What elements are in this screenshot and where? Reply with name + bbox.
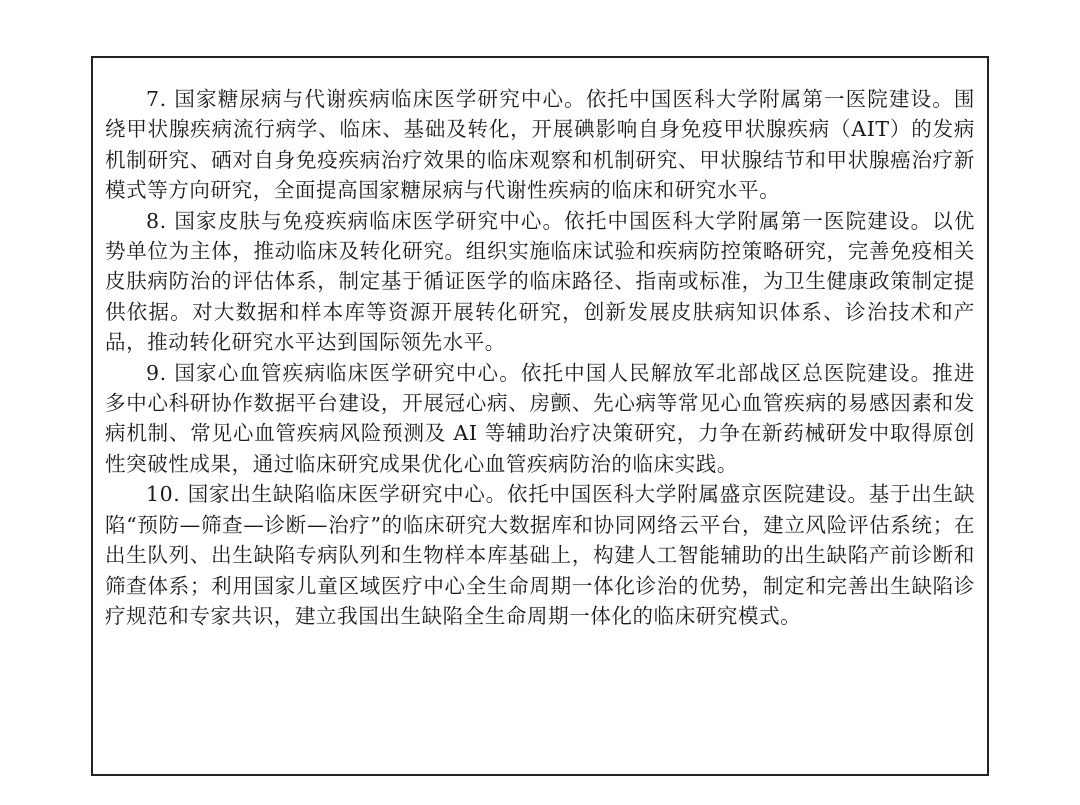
document-frame [91, 56, 989, 776]
paragraph-9: 9. 国家心血管疾病临床医学研究中心。依托中国人民解放军北部战区总医院建设。推进多中心科研协作数据平台建设，开展冠心病、房颤、先心病等常见心血管疾病的易感因素和发病机制、常见心血管疾病风险预测及 AI 等辅助治疗决策研究，力争在新药械研发中取得原创性突破性成果，通过临床研究成果优化心血管疾病防治的临床实践。 [105, 360, 975, 476]
paragraph-10: 10. 国家出生缺陷临床医学研究中心。依托中国医科大学附属盛京医院建设。基于出生缺陷“预防—筛查—诊断—治疗”的临床研究大数据库和协同网络云平台，建立风险评估系统；在出生队列、出生缺陷专病队列和生物样本库基础上，构建人工智能辅助的出生缺陷产前诊断和筛查体系；利用国家儿童区域医疗中心全生命周期一体化诊治的优势，制定和完善出生缺陷诊疗规范和专家共识，建立我国出生缺陷全生命周期一体化的临床研究模式。 [105, 482, 975, 628]
paragraph-8: 8. 国家皮肤与免疫疾病临床医学研究中心。依托中国医科大学附属第一医院建设。以优势单位为主体，推动临床及转化研究。组织实施临床试验和疾病防控策略研究，完善免疫相关皮肤病防治的评估体系，制定基于循证医学的临床路径、指南或标准，为卫生健康政策制定提供依据。对大数据和样本库等资源开展转化研究，创新发展皮肤病知识体系、诊治技术和产品，推动转化研究水平达到国际领先水平。 [105, 208, 975, 355]
document-body [105, 84, 975, 631]
paragraph-7: 7. 国家糖尿病与代谢疾病临床医学研究中心。依托中国医科大学附属第一医院建设。围绕甲状腺疾病流行病学、临床、基础及转化，开展碘影响自身免疫甲状腺疾病（AIT）的发病机制研究、硒对自身免疫疾病治疗效果的临床观察和机制研究、甲状腺结节和甲状腺癌治疗新模式等方向研究，全面提高国家糖尿病与代谢性疾病的临床和研究水平。 [105, 87, 975, 203]
